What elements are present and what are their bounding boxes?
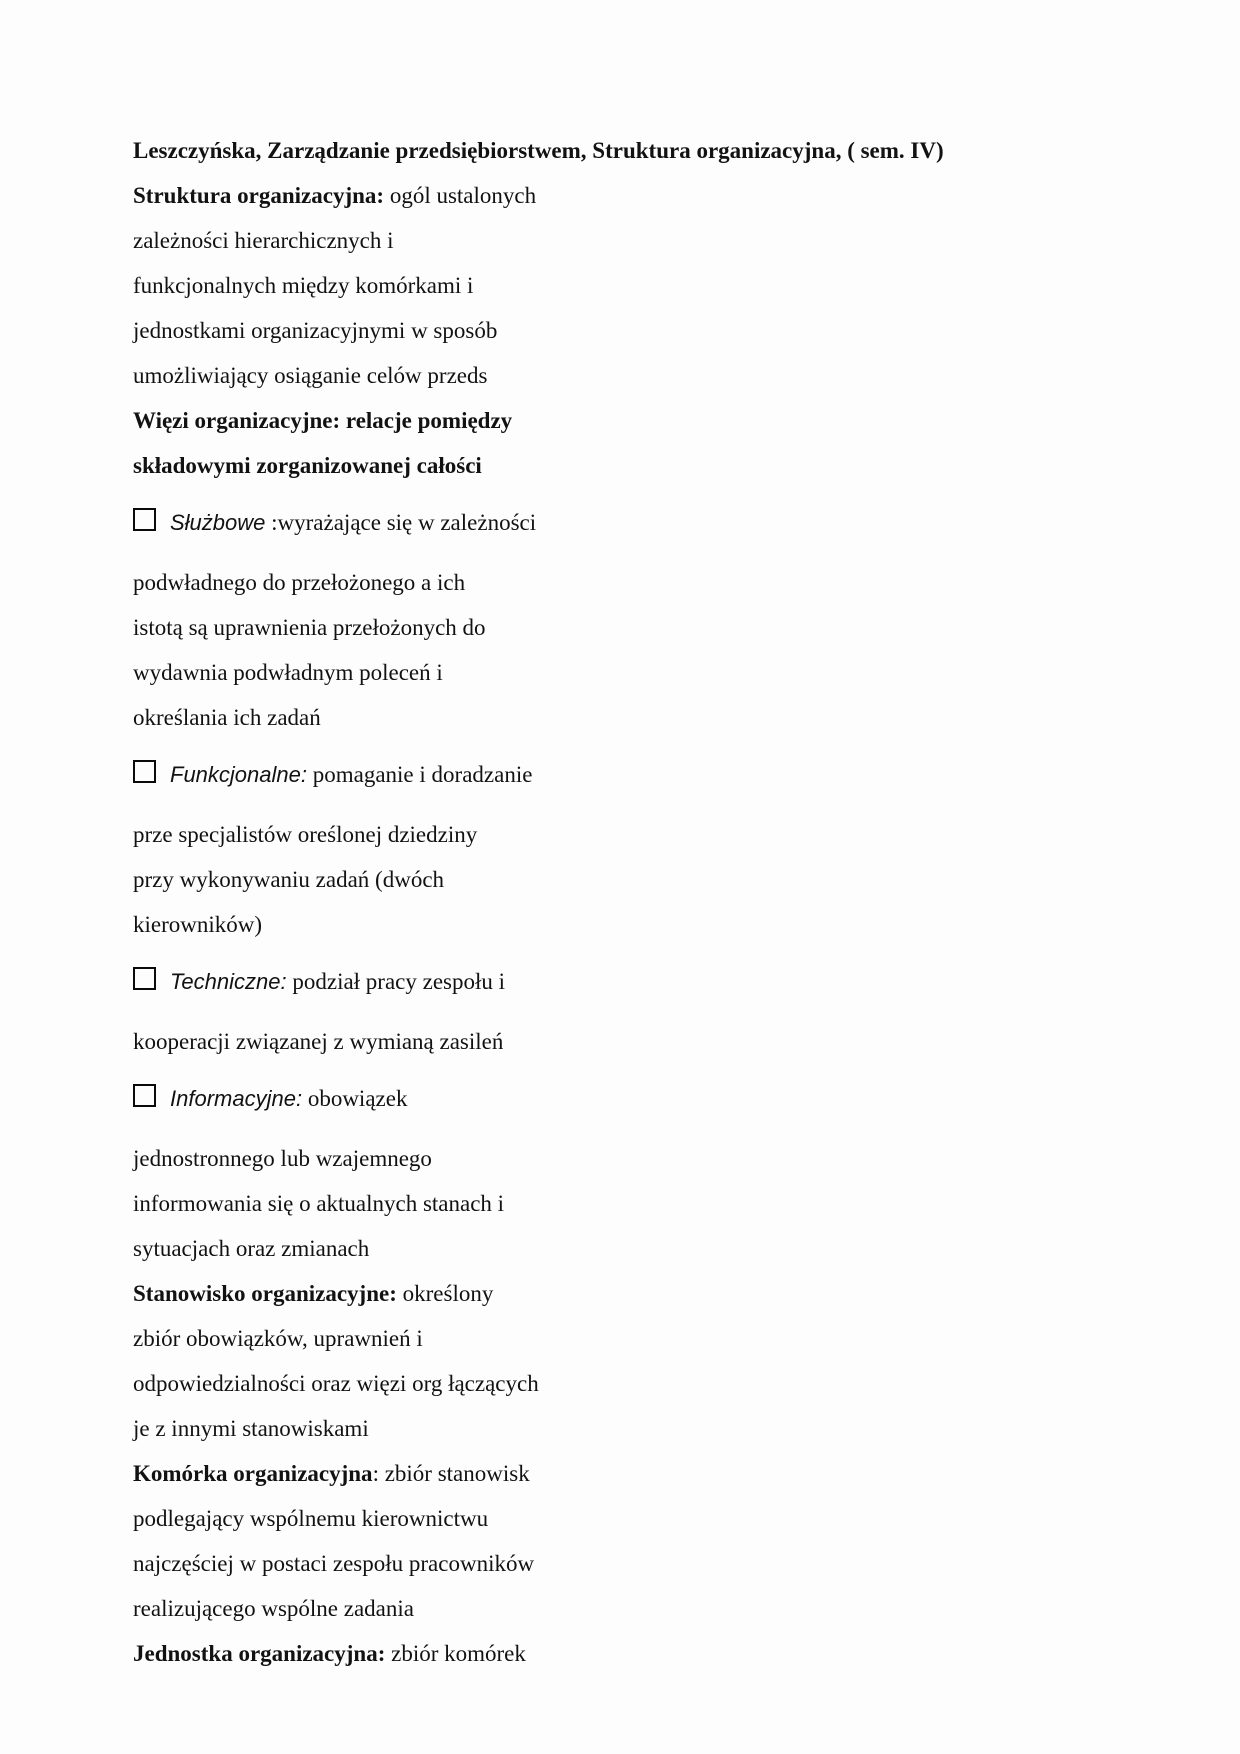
text-line [133,1136,1093,1181]
text-segment: najczęściej w postaci zespołu pracowników [133,1551,535,1576]
text-segment: realizującego wspólne zadania [133,1596,414,1621]
text-segment: zbiór komórek [385,1641,526,1666]
text-line [133,812,1093,857]
text-segment: Leszczyńska, Zarządzanie przedsiębiorstwem, Struktura organizacyjna, ( sem. IV) [133,138,944,163]
text-line [133,1586,1093,1631]
text-segment: jednostkami organizacyjnymi w sposób [133,318,498,343]
text-segment: funkcjonalnych między komórkami i [133,273,474,298]
text-segment: Jednostka organizacyjna: [133,1641,386,1666]
text-segment: kooperacji związanej z wymianą zasileń [133,1029,504,1054]
bullet-line [133,1076,1093,1121]
bullet-line [133,959,1093,1004]
text-line [133,1631,1093,1676]
text-line [133,218,1093,263]
checkbox-icon [133,760,156,783]
text-segment: je z innymi stanowiskami [133,1416,369,1441]
text-segment: wydawnia podwładnym poleceń i [133,660,443,685]
text-line [133,902,1093,947]
text-segment: ogól ustalonych [384,183,537,208]
text-segment: umożliwiający osiąganie celów przeds [133,363,488,388]
text-segment: kierowników) [133,912,263,937]
text-segment: obowiązek [302,1086,408,1111]
text-line [133,1226,1093,1271]
text-segment: określania ich zadań [133,705,321,730]
text-segment: składowymi zorganizowanej całości [133,453,482,478]
text-segment: odpowiedzialności oraz więzi org łączących [133,1371,539,1396]
text-segment: Informacyjne: [170,1086,303,1111]
text-line [133,1496,1093,1541]
text-segment: prze specjalistów oreślonej dziedziny [133,822,478,847]
text-segment: określony [396,1281,494,1306]
text-segment: Stanowisko organizacyjne: [133,1281,397,1306]
text-segment: podział pracy zespołu i [286,969,506,994]
text-line [133,263,1093,308]
text-segment: jednostronnego lub wzajemnego [133,1146,432,1171]
text-line [133,1271,1093,1316]
text-segment: podlegający wspólnemu kierownictwu [133,1506,489,1531]
text-segment: :wyrażające się w zależności [265,510,537,535]
text-segment: Więzi organizacyjne: relacje pomiędzy [133,408,513,433]
text-segment: : zbiór stanowisk [372,1461,530,1486]
text-segment: Służbowe [170,510,266,535]
text-segment: przy wykonywaniu zadań (dwóch [133,867,445,892]
text-segment: Komórka organizacyjna [133,1461,373,1486]
text-line [133,857,1093,902]
text-line [133,1541,1093,1586]
text-segment: istotą są uprawnienia przełożonych do [133,615,486,640]
checkbox-icon [133,1084,156,1107]
checkbox-icon [133,967,156,990]
text-segment: sytuacjach oraz zmianach [133,1236,370,1261]
text-line [133,650,1093,695]
text-line [133,560,1093,605]
text-line [133,1406,1093,1451]
text-line [133,128,1093,173]
bullet-line [133,752,1093,797]
text-line [133,443,1093,488]
bullet-line [133,500,1093,545]
text-line [133,308,1093,353]
text-segment: podwładnego do przełożonego a ich [133,570,466,595]
text-segment: pomaganie i doradzanie [306,762,533,787]
text-line [133,1451,1093,1496]
document-body [133,128,1093,1676]
text-segment: Struktura organizacyjna: [133,183,385,208]
text-line [133,1019,1093,1064]
text-line [133,1316,1093,1361]
text-line [133,1181,1093,1226]
text-line [133,353,1093,398]
text-line [133,695,1093,740]
text-segment: Funkcjonalne: [170,762,307,787]
text-segment: informowania się o aktualnych stanach i [133,1191,505,1216]
text-line [133,605,1093,650]
text-line [133,398,1093,443]
text-segment: zależności hierarchicznych i [133,228,394,253]
text-line [133,1361,1093,1406]
text-line [133,173,1093,218]
text-segment: Techniczne: [170,969,287,994]
text-segment: zbiór obowiązków, uprawnień i [133,1326,423,1351]
checkbox-icon [133,508,156,531]
